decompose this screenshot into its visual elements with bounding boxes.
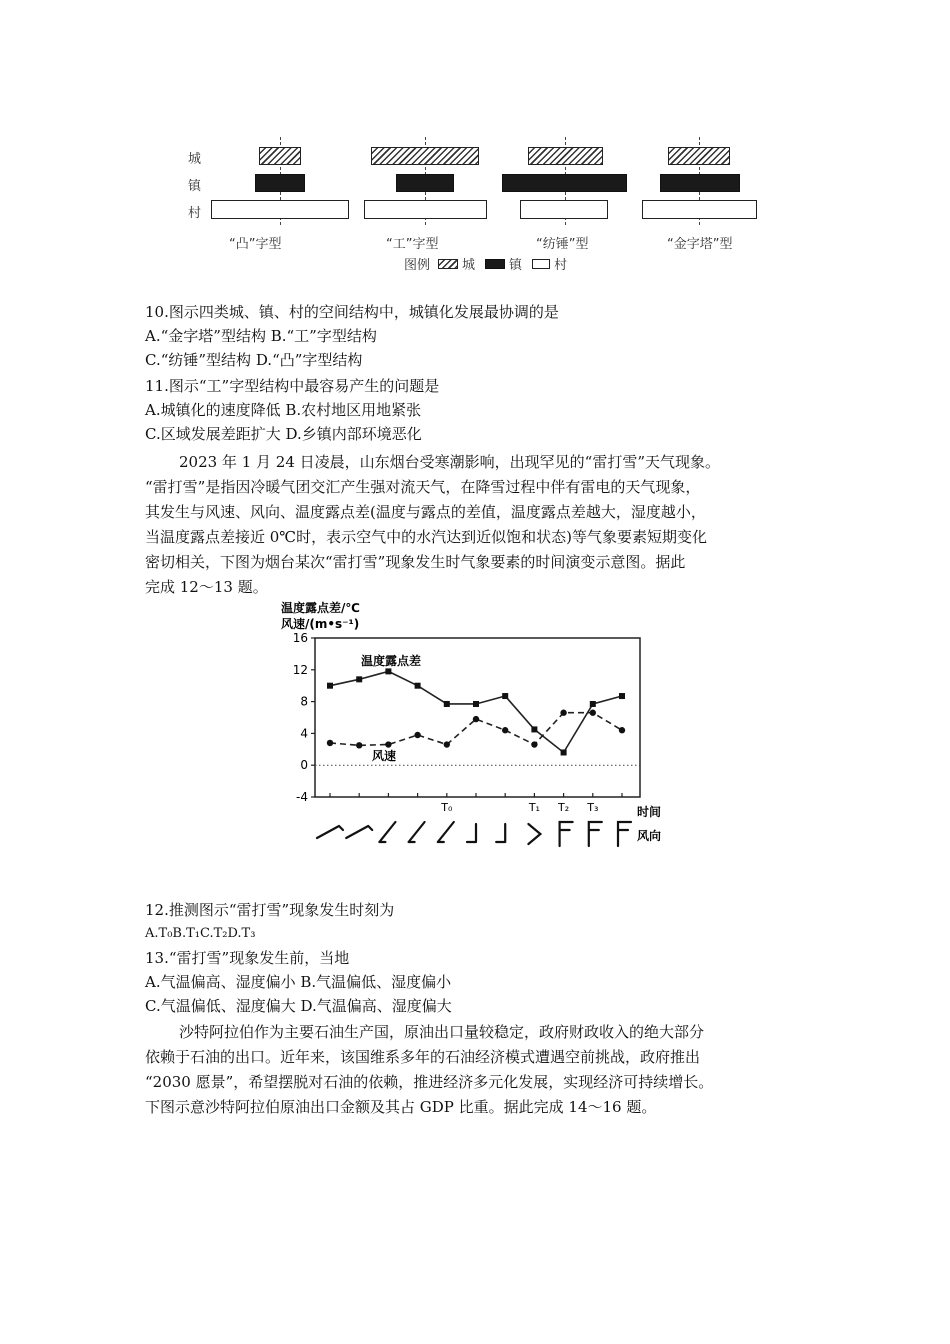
row-label-town: 镇 [188, 179, 202, 194]
legend [404, 254, 567, 273]
windspeed-point [473, 716, 479, 722]
weather-chart [275, 598, 675, 860]
time-mark-label: T₃ [587, 801, 599, 814]
passage-thunder-snow: 2023 年 1 月 24 日凌晨，山东烟台受寒潮影响，出现罕见的“雷打雪”天气现象。 “雷打雪”是指因冷暖气团交汇产生强对流天气，在降雪过程中伴有雷电的天气现象， 其发生与风速、风向、温度露点差(温度与露点的差值，温度露点差越大，湿度越小， 当温度露点差接近 0℃时，表示空气中的水汽达到近似饱和状态)等气象要素短期变化 密切相关，下图为烟台某次“雷打雪”现象发生时气象要素的时间演变示意图。据此 完成 12～13 题。 [145, 453, 720, 596]
question-10-stem: 10.图示四类城、镇、村的空间结构中，城镇化发展最协调的是 [145, 303, 559, 321]
row-label-city: 城 [188, 152, 202, 167]
dewpoint-point [444, 701, 450, 707]
windspeed-point [385, 741, 391, 747]
village-bar [364, 200, 487, 219]
legend-town-swatch [485, 259, 505, 269]
wind-barb [589, 822, 602, 846]
y-tick-label: 8 [300, 694, 308, 709]
wind-barb [467, 824, 476, 842]
y-tick-label: 0 [300, 758, 308, 773]
legend-city-label: 城 [462, 258, 476, 273]
question-13-options-1: A.气温偏高、湿度偏小 B.气温偏低、湿度偏小 [145, 973, 452, 991]
windspeed-point [444, 741, 450, 747]
dewpoint-point [327, 683, 333, 689]
windspeed-point [619, 727, 625, 733]
legend-title: 图例 [404, 258, 431, 273]
windspeed-point [356, 742, 362, 748]
question-10-options-2: C.“纺锤”型结构 D.“凸”字型结构 [145, 351, 363, 369]
structure-type-label: “金字塔”型 [667, 237, 733, 252]
dewpoint-point [473, 701, 479, 707]
legend-city-swatch [438, 259, 458, 269]
wind-barb [496, 824, 505, 842]
x-axis-label: 时间 [637, 805, 662, 819]
series-label-dewpoint: 温度露点差 [361, 654, 422, 668]
windspeed-point [414, 732, 420, 738]
question-11-options-1: A.城镇化的速度降低 B.农村地区用地紧张 [145, 401, 422, 419]
structure-type-label: “纺锤”型 [536, 237, 589, 252]
village-bar [211, 200, 349, 219]
windspeed-point [502, 727, 508, 733]
village-bar [642, 200, 757, 219]
town-bar [255, 174, 305, 192]
y-tick-label: 12 [292, 662, 308, 677]
dewpoint-point [619, 693, 625, 699]
wind-direction-label: 风向 [637, 829, 662, 843]
legend-village-swatch [532, 259, 550, 269]
dewpoint-point [385, 668, 391, 674]
dewpoint-point [590, 701, 596, 707]
question-13-stem: 13.“雷打雪”现象发生前，当地 [145, 949, 350, 967]
question-12-stem: 12.推测图示“雷打雪”现象发生时刻为 [145, 901, 395, 919]
y-tick-label: 4 [300, 726, 308, 741]
dewpoint-point [531, 726, 537, 732]
question-10-options-1: A.“金字塔”型结构 B.“工”字型结构 [145, 327, 377, 345]
city-bar [528, 147, 603, 165]
dewpoint-point [502, 693, 508, 699]
wind-barb [346, 826, 372, 838]
city-bar [668, 147, 730, 165]
structure-type-label: “工”字型 [386, 237, 439, 252]
series-label-windspeed: 风速 [372, 749, 397, 763]
passage-saudi-arabia: 沙特阿拉伯作为主要石油生产国，原油出口量较稳定，政府财政收入的绝大部分 依赖于石油的出口。近年来，该国维系多年的石油经济模式遭遇空前挑战，政府推出 “2030 愿景”，希望摆脱对石油的依赖，推进经济多元化发展，实现经济可持续增长。 下图示意沙特阿拉伯原油出口金额及其占 GDP 比重。据此完成 14～16 题。 [145, 1023, 714, 1116]
windspeed-point [327, 740, 333, 746]
city-bar [259, 147, 301, 165]
windspeed-point [531, 741, 537, 747]
legend-town-label: 镇 [509, 258, 523, 273]
town-bar [396, 174, 454, 192]
row-label-village: 村 [188, 206, 202, 221]
village-bar [520, 200, 608, 219]
y-axis-label: 温度露点差/℃ [281, 601, 360, 615]
question-13-options-2: C.气温偏低、湿度偏大 D.气温偏高、湿度偏大 [145, 997, 452, 1015]
wind-barb [379, 822, 395, 842]
dewpoint-point [561, 749, 567, 755]
question-12-options: A.T₀B.T₁C.T₂D.T₃ [145, 926, 256, 941]
time-mark-label: T₀ [441, 801, 453, 814]
legend-village-label: 村 [554, 258, 568, 273]
question-11-stem: 11.图示“工”字型结构中最容易产生的问题是 [145, 377, 440, 395]
wind-barb [560, 822, 573, 846]
wind-barb [528, 824, 540, 844]
y-axis-label-2: 风速/(m•s⁻¹) [281, 617, 360, 631]
wind-barb [409, 822, 425, 842]
windspeed-point [560, 710, 566, 716]
wind-barb [317, 826, 343, 838]
windspeed-point [590, 710, 596, 716]
dewpoint-point [356, 676, 362, 682]
y-tick-label: 16 [292, 631, 308, 645]
wind-barb [618, 822, 631, 846]
question-11-options-2: C.区域发展差距扩大 D.乡镇内部环境恶化 [145, 425, 422, 443]
city-bar [371, 147, 479, 165]
time-mark-label: T₁ [528, 801, 540, 814]
town-bar [502, 174, 627, 192]
town-bar [660, 174, 740, 192]
dewpoint-point [415, 683, 421, 689]
y-tick-label: -4 [296, 790, 308, 804]
structure-type-label: “凸”字型 [229, 237, 282, 252]
time-mark-label: T₂ [558, 801, 570, 814]
wind-barb [438, 822, 454, 842]
